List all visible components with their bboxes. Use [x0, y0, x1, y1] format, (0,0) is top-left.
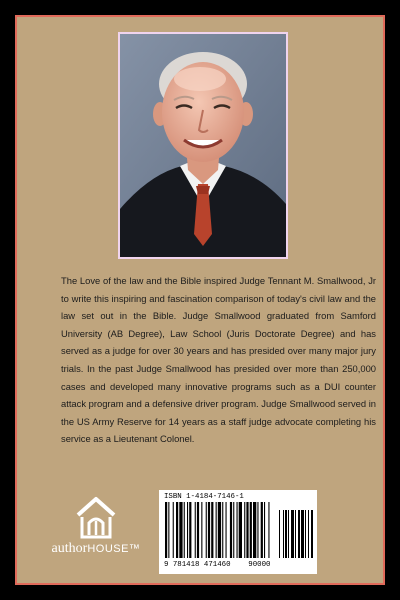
author-photo	[118, 32, 288, 259]
book-back-cover	[15, 15, 385, 585]
isbn-barcode	[159, 490, 317, 574]
authorhouse-logo-icon	[72, 495, 120, 539]
barcode-bars	[159, 502, 317, 560]
publisher-logo	[47, 495, 145, 565]
ean-number: 9 781418 471460 90000	[164, 561, 271, 569]
author-biography: The Love of the law and the Bible inspired Judge Tennant M. Smallwood, Jr to write this inspiring and fascination comparison of today's civil law and the law set out in the Bible. Judge Smallwood graduated from Samford University (AB Degree), Law School (Juris Doctorate Degree) and has served as a judge for over 30 years and has presided over many major jury trials. In the past Judge Smallwood has presided over more than 250,000 cases and developed many innovative programs such as a DUI counter attack program and a defensive driver program. Judge Smallwood served in the US Army Reserve for 14 years as a staff judge advocate completing his service as a Lieutenant Colonel.	[61, 275, 376, 445]
publisher-name-suffix: HOUSE™	[87, 543, 141, 555]
isbn-label: ISBN 1-4184-7146-1	[164, 493, 244, 501]
author-portrait-image	[120, 34, 286, 257]
price-code: 90000	[248, 561, 271, 569]
publisher-name-prefix: author	[51, 541, 88, 556]
publisher-name	[47, 541, 145, 557]
